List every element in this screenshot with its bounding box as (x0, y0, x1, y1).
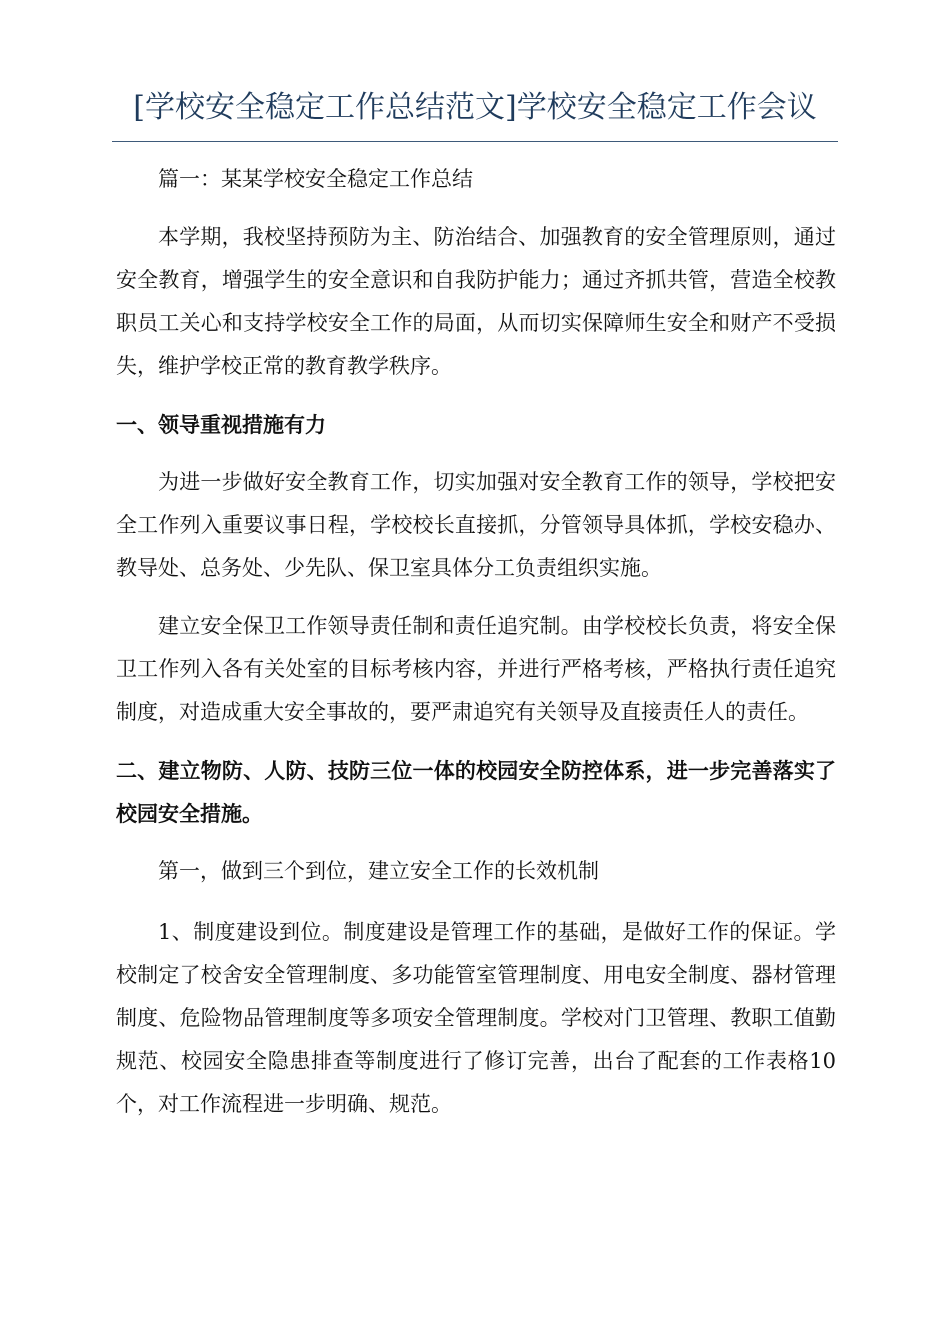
intro-paragraph: 本学期，我校坚持预防为主、防治结合、加强教育的安全管理原则，通过安全教育，增强学生的安全意识和自我防护能力；通过齐抓共管，营造全校教职员工关心和支持学校安全工作的局面，从而切实保障师生安全和财产不受损失，维护学校正常的教育教学秩序。 (116, 225, 836, 378)
heading-prevention-system: 二、建立物防、人防、技防三位一体的校园安全防控体系，进一步完善落实了校园安全措施。 (116, 758, 836, 826)
paragraph-responsibility: 建立安全保卫工作领导责任制和责任追究制。由学校校长负责，将安全保卫工作列入各有关处室的目标考核内容，并进行严格考核，严格执行责任追究制度，对造成重大安全事故的，要严肃追究有关领导及直接责任人的责任。 (116, 614, 836, 724)
document-title: [学校安全稳定工作总结范文]学校安全稳定工作会议 (133, 90, 817, 125)
paragraph-leadership: 为进一步做好安全教育工作，切实加强对安全教育工作的领导，学校把安全工作列入重要议事日程，学校校长直接抓，分管领导具体抓，学校安稳办、教导处、总务处、少先队、保卫室具体分工负责组织实施。 (116, 470, 836, 580)
title-divider (112, 141, 838, 142)
document-body (116, 158, 836, 1126)
heading-leadership: 一、领导重视措施有力 (116, 412, 326, 437)
paragraph-three-in-place: 第一，做到三个到位，建立安全工作的长效机制 (158, 859, 599, 883)
paragraph-system-building: 1、制度建设到位。制度建设是管理工作的基础，是做好工作的保证。学校制定了校舍安全管理制度、多功能管室管理制度、用电安全制度、器材管理制度、危险物品管理制度等多项安全管理制度。学校对门卫管理、教职工值勤规范、校园安全隐患排查等制度进行了修订完善，出台了配套的工作表格10个，对工作流程进一步明确、规范。 (116, 920, 836, 1116)
section-subtitle: 篇一：某某学校安全稳定工作总结 (158, 167, 473, 191)
